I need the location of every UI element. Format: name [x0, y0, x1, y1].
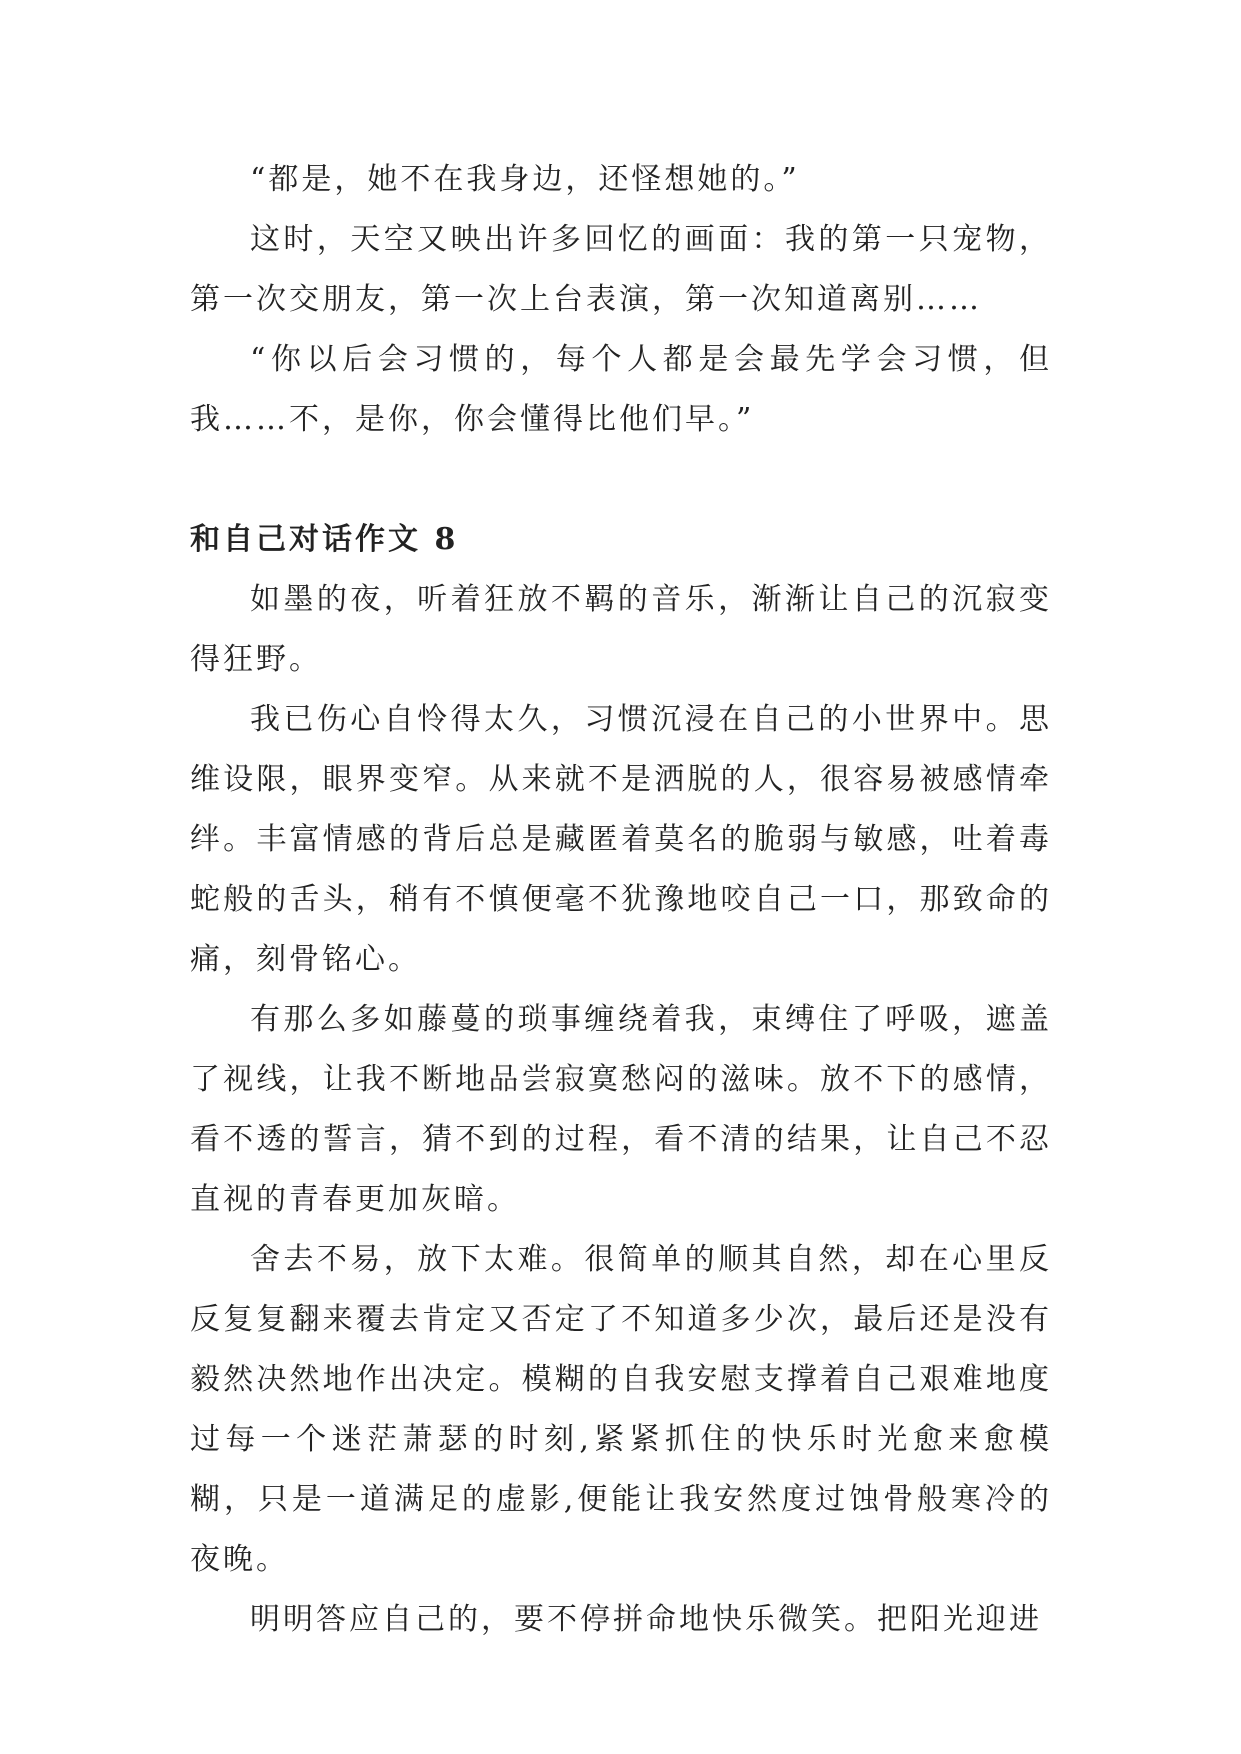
- section-title: 和自己对话作文 8: [190, 522, 459, 557]
- paragraph: 明明答应自己的，要不停拼命地快乐微笑。把阳光迎进: [250, 1602, 1042, 1637]
- paragraph: “你以后会习惯的，每个人都是会最先学会习惯，但我……不，是你，你会懂得比他们早。”: [190, 342, 1052, 437]
- paragraph: “都是，她不在我身边，还怪想她的。”: [250, 162, 800, 197]
- paragraph: 这时，天空又映出许多回忆的画面：我的第一只宠物，第一次交朋友，第一次上台表演，第一次知道离别……: [190, 222, 1052, 317]
- paragraph: 我已伤心自怜得太久，习惯沉浸在自己的小世界中。思维设限，眼界变窄。从来就不是洒脱的人，很容易被感情牵绊。丰富情感的背后总是藏匿着莫名的脆弱与敏感，吐着毒蛇般的舌头，稍有不慎便毫不犹豫地咬自己一口，那致命的痛，刻骨铭心。: [190, 702, 1052, 977]
- paragraph: 有那么多如藤蔓的琐事缠绕着我，束缚住了呼吸，遮盖了视线，让我不断地品尝寂寞愁闷的滋味。放不下的感情，看不透的誓言，猜不到的过程，看不清的结果，让自己不忍直视的青春更加灰暗。: [190, 1002, 1052, 1217]
- paragraph: 如墨的夜，听着狂放不羁的音乐，渐渐让自己的沉寂变得狂野。: [190, 582, 1052, 677]
- paragraph: 舍去不易，放下太难。很简单的顺其自然，却在心里反反复复翻来覆去肯定又否定了不知道多少次，最后还是没有毅然决然地作出决定。模糊的自我安慰支撑着自己艰难地度过每一个迷茫萧瑟的时刻,紧紧抓住的快乐时光愈来愈模糊，只是一道满足的虚影,便能让我安然度过蚀骨般寒冷的夜晚。: [190, 1242, 1052, 1577]
- document-body: [190, 150, 1052, 1650]
